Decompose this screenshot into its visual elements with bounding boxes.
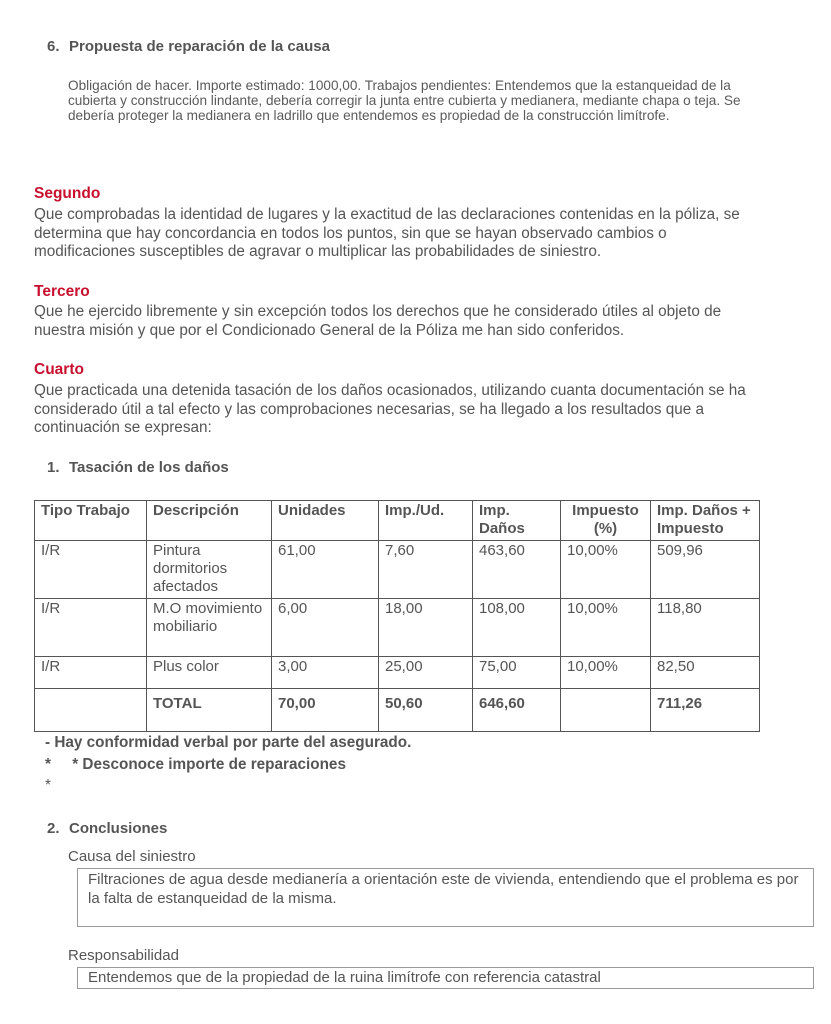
table-total-row: [35, 689, 760, 732]
header-tipo-trabajo: Tipo Trabajo: [35, 501, 147, 541]
causa-field: Filtraciones de agua desde medianería a orientación este de vivienda, entendiendo que el problema es por la falta de estanqueidad de la misma.: [77, 868, 814, 927]
cell-impuesto: 10,00%: [561, 599, 651, 657]
cell-imp-danos: 75,00: [473, 657, 561, 689]
cuarto-text: Que practicada una detenida tasación de los daños ocasionados, utilizando cuanta documentación se ha considerado útil a tal efecto y las comprobaciones necesarias, se ha llegado a los resultados que a continuación se expresan:: [34, 382, 746, 436]
header-descripcion: Descripción: [147, 501, 272, 541]
table-row: [35, 599, 760, 657]
section-title: Conclusiones: [69, 820, 168, 837]
tasacion-heading: [47, 459, 229, 476]
total-cell-imp-danos: 646,60: [473, 689, 561, 732]
note-conformidad: - Hay conformidad verbal por parte del asegurado.: [45, 734, 412, 751]
table-row: [35, 541, 760, 599]
section-number: 6.: [47, 38, 60, 55]
cell-imp-total: 118,80: [651, 599, 760, 657]
responsabilidad-field: Entendemos que de la propiedad de la ruina limítrofe con referencia catastral: [77, 967, 814, 989]
total-cell-unidades: 70,00: [272, 689, 379, 732]
segundo-text: Que comprobadas la identidad de lugares y la exactitud de las declaraciones contenidas en la póliza, se determina que hay concordancia en todos los puntos, sin que se hayan observado cambios o modificaciones susceptibles de agravar o multiplicar las probabilidades de siniestro.: [34, 206, 740, 260]
section-6-heading: [47, 38, 330, 55]
cell-imp-total: 509,96: [651, 541, 760, 599]
table-header-row: [35, 501, 760, 541]
header-unidades: Unidades: [272, 501, 379, 541]
section-title: Tasación de los daños: [69, 459, 229, 476]
total-cell-tipo: [35, 689, 147, 732]
header-imp-ud: Imp./Ud.: [379, 501, 473, 541]
cell-imp-total: 82,50: [651, 657, 760, 689]
section-number: 1.: [47, 459, 60, 476]
damages-table: [34, 500, 760, 732]
responsabilidad-label: Responsabilidad: [68, 947, 179, 964]
note-bullet: *: [45, 777, 51, 794]
table-row: [35, 657, 760, 689]
header-imp-danos-impuesto: Imp. Daños + Impuesto: [651, 501, 760, 541]
cell-imp-danos: 108,00: [473, 599, 561, 657]
note-desconoce: * * Desconoce importe de reparaciones: [45, 756, 346, 773]
total-cell-impuesto: [561, 689, 651, 732]
cell-unidades: 3,00: [272, 657, 379, 689]
tercero-text: Que he ejercido libremente y sin excepción todos los derechos que he considerado útiles al objeto de nuestra misión y que por el Condicionado General de la Póliza me han sido conferidos.: [34, 303, 722, 339]
cell-tipo: I/R: [35, 657, 147, 689]
header-imp-danos: Imp. Daños: [473, 501, 561, 541]
cell-descripcion: Plus color: [147, 657, 272, 689]
cell-imp-ud: 25,00: [379, 657, 473, 689]
total-cell-imp-total: 711,26: [651, 689, 760, 732]
section-6-text: Obligación de hacer. Importe estimado: 1000,00. Trabajos pendientes: Entendemos que la estanqueidad de la cubierta y construcción lindante, debería corregir la junta entre cubierta y medianera, mediante chapa o teja. Se debería proteger la medianera en ladrillo que entendemos es propiedad de la construcción limítrofe.: [68, 78, 741, 123]
header-impuesto: Impuesto (%): [561, 501, 651, 541]
total-cell-label: TOTAL: [147, 689, 272, 732]
cell-impuesto: 10,00%: [561, 657, 651, 689]
cell-imp-ud: 7,60: [379, 541, 473, 599]
causa-label: Causa del siniestro: [68, 848, 196, 865]
cell-descripcion: M.O movimiento mobiliario: [147, 599, 272, 657]
cell-imp-ud: 18,00: [379, 599, 473, 657]
cell-unidades: 6,00: [272, 599, 379, 657]
cell-descripcion: Pintura dormitorios afectados: [147, 541, 272, 599]
cell-unidades: 61,00: [272, 541, 379, 599]
conclusiones-heading: [47, 820, 167, 837]
tercero-heading: Tercero: [34, 283, 90, 300]
cuarto-heading: Cuarto: [34, 361, 84, 378]
cell-impuesto: 10,00%: [561, 541, 651, 599]
section-title: Propuesta de reparación de la causa: [69, 38, 330, 55]
cell-imp-danos: 463,60: [473, 541, 561, 599]
cell-tipo: I/R: [35, 541, 147, 599]
segundo-heading: Segundo: [34, 185, 101, 202]
total-cell-imp-ud: 50,60: [379, 689, 473, 732]
section-number: 2.: [47, 820, 60, 837]
cell-tipo: I/R: [35, 599, 147, 657]
